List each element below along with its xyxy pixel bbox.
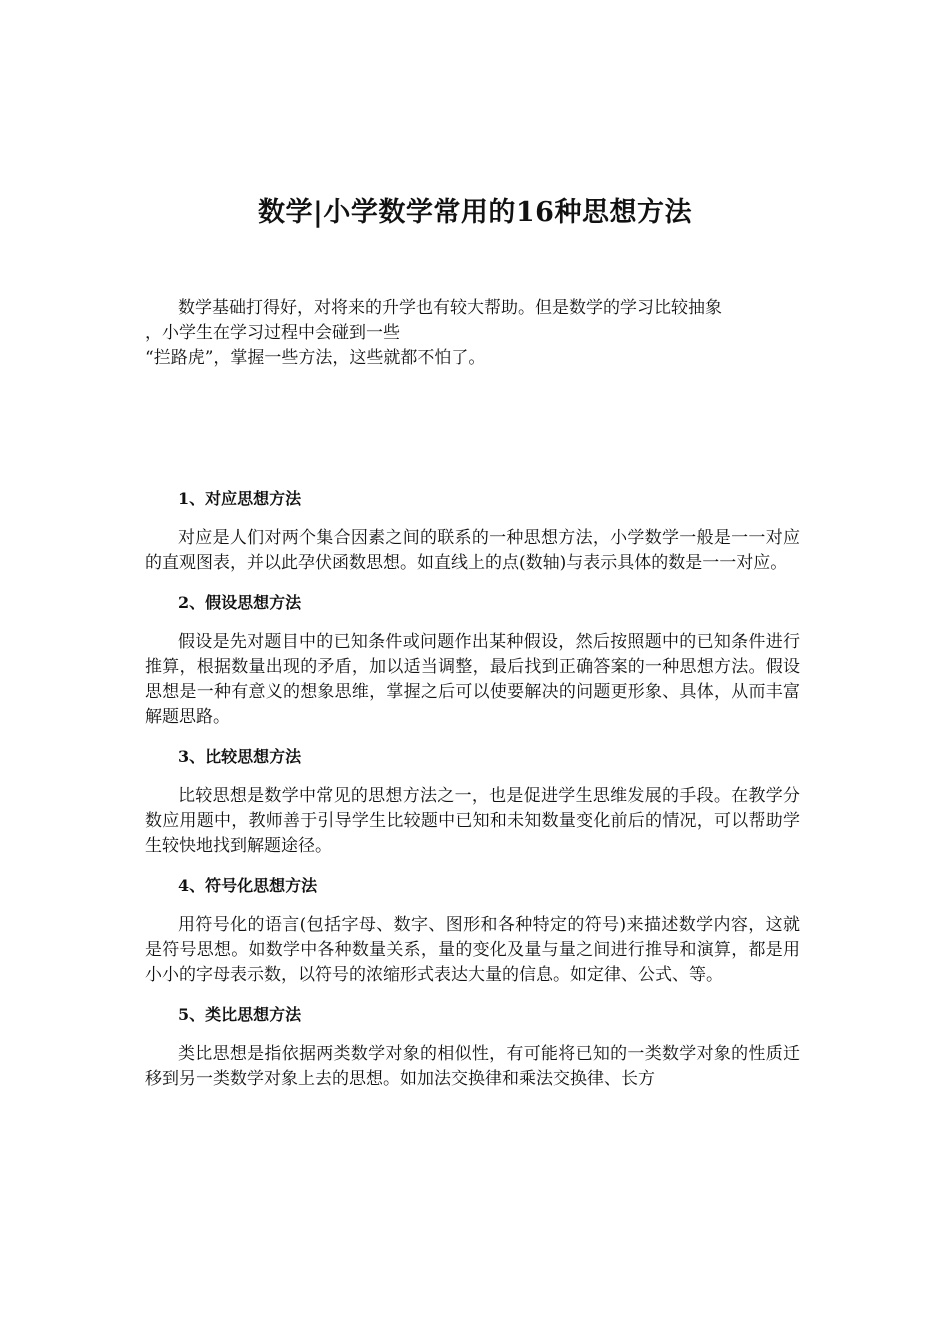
section-assumption xyxy=(145,591,800,730)
section-comparison xyxy=(145,745,800,859)
intro-line: 数学基础打得好，对将来的升学也有较大帮助。但是数学的学习比较抽象 xyxy=(178,298,722,318)
section-heading: 4、符号化思想方法 xyxy=(178,876,318,895)
sections-list xyxy=(145,487,800,1107)
section-heading: 3、比较思想方法 xyxy=(178,747,302,766)
document-title: 数学|小学数学常用的16种思想方法 xyxy=(258,197,692,228)
intro-paragraph xyxy=(145,296,805,371)
section-body: 比较思想是数学中常见的思想方法之一，也是促进学生思维发展的手段。在教学分数应用题中，教师善于引导学生比较题中已知和未知数量变化前后的情况，可以帮助学生较快地找到解题途径。 xyxy=(145,786,800,856)
section-symbolization xyxy=(145,874,800,988)
section-body: 类比思想是指依据两类数学对象的相似性，有可能将已知的一类数学对象的性质迁移到另一类数学对象上去的思想。如加法交换律和乘法交换律、长方 xyxy=(145,1044,800,1089)
section-analogy xyxy=(145,1003,800,1092)
section-heading: 5、类比思想方法 xyxy=(178,1005,302,1024)
section-correspondence xyxy=(145,487,800,576)
section-body: 对应是人们对两个集合因素之间的联系的一种思想方法，小学数学一般是一一对应的直观图表，并以此孕伏函数思想。如直线上的点(数轴)与表示具体的数是一一对应。 xyxy=(145,528,800,573)
intro-line: ，小学生在学习过程中会碰到一些 xyxy=(145,323,400,343)
intro-line: “拦路虎”，掌握一些方法，这些就都不怕了。 xyxy=(145,348,486,368)
section-body: 用符号化的语言(包括字母、数字、图形和各种特定的符号)来描述数学内容，这就是符号思想。如数学中各种数量关系，量的变化及量与量之间进行推导和演算，都是用小小的字母表示数，以符号的浓缩形式表达大量的信息。如定律、公式、等。 xyxy=(145,915,800,985)
section-body: 假设是先对题目中的已知条件或问题作出某种假设，然后按照题中的已知条件进行推算，根据数量出现的矛盾，加以适当调整，最后找到正确答案的一种思想方法。假设思想是一种有意义的想象思维，掌握之后可以使要解决的问题更形象、具体，从而丰富解题思路。 xyxy=(145,632,800,727)
section-heading: 2、假设思想方法 xyxy=(178,593,302,612)
section-heading: 1、对应思想方法 xyxy=(178,489,302,508)
